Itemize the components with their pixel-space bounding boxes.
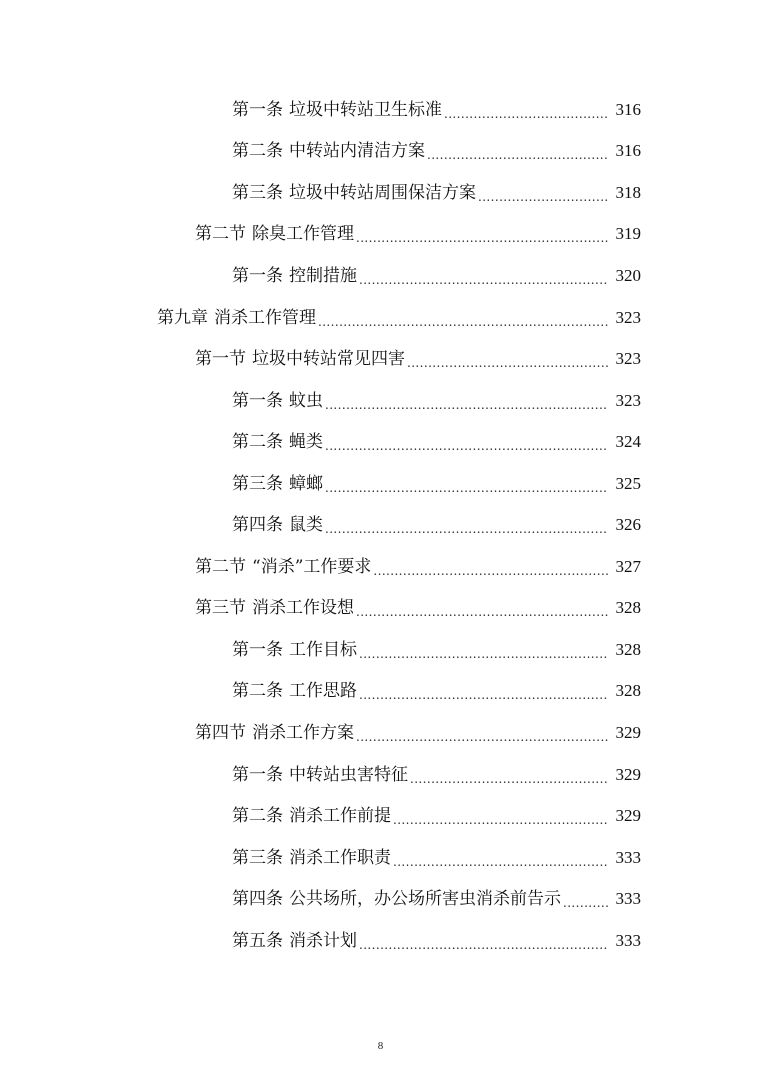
toc-entry-number: 第三节 [195, 598, 246, 619]
toc-entry-title: 公共场所，办公场所害虫消杀前告示 [289, 889, 561, 910]
toc-entry-number: 第二条 [232, 806, 283, 827]
toc-entry-title: 蝇类 [289, 432, 323, 453]
toc-entry[interactable] [0, 754, 761, 796]
dot-leader [359, 648, 608, 660]
toc-entry-title: 消杀工作职责 [289, 847, 391, 868]
toc-entry-page: 328 [615, 639, 641, 659]
toc-entry-page: 320 [615, 265, 641, 285]
toc-entry[interactable] [0, 671, 761, 713]
dot-leader [478, 191, 608, 203]
toc-entry-title: 消杀工作方案 [252, 722, 354, 743]
dot-leader [359, 939, 608, 951]
dot-leader [563, 897, 608, 909]
dot-leader [325, 523, 608, 535]
toc-entry-number: 第三条 [232, 473, 283, 494]
dot-leader [356, 606, 608, 618]
toc-entry-title: 蚊虫 [289, 390, 323, 411]
toc-entry-title: 中转站虫害特征 [289, 764, 408, 785]
toc-entry[interactable] [0, 837, 761, 879]
dot-leader [373, 565, 608, 577]
dot-leader [325, 482, 608, 494]
toc-entry[interactable] [0, 214, 761, 256]
toc-entry-number: 第一条 [232, 265, 283, 286]
table-of-contents [0, 89, 761, 961]
toc-entry-number: 第一节 [195, 349, 246, 370]
dot-leader [444, 108, 608, 120]
toc-entry-number: 第二条 [232, 141, 283, 162]
toc-entry-page: 323 [615, 349, 641, 369]
toc-entry-page: 318 [615, 182, 641, 202]
toc-entry-page: 329 [615, 722, 641, 742]
toc-entry-title: 工作思路 [289, 681, 357, 702]
toc-entry-page: 333 [615, 930, 641, 950]
toc-entry[interactable] [0, 380, 761, 422]
dot-leader [410, 773, 608, 785]
toc-entry[interactable] [0, 89, 761, 131]
toc-entry[interactable] [0, 463, 761, 505]
dot-leader [407, 357, 608, 369]
toc-entry[interactable] [0, 795, 761, 837]
toc-entry-page: 316 [615, 99, 641, 119]
toc-entry-title: 鼠类 [289, 515, 323, 536]
toc-entry-page: 327 [615, 556, 641, 576]
toc-entry-number: 第二条 [232, 432, 283, 453]
toc-entry-page: 326 [615, 515, 641, 535]
toc-entry-title: 工作目标 [289, 639, 357, 660]
dot-leader [356, 731, 608, 743]
page-number: 8 [377, 1040, 384, 1052]
dot-leader [356, 232, 608, 244]
toc-entry-number: 第一条 [232, 639, 283, 660]
toc-entry-title: 消杀计划 [289, 930, 357, 951]
toc-entry-number: 第一条 [232, 99, 283, 120]
dot-leader [359, 274, 608, 286]
toc-entry-number: 第四条 [232, 515, 283, 536]
toc-entry-title: 蟑螂 [289, 473, 323, 494]
toc-entry-page: 329 [615, 806, 641, 826]
toc-entry[interactable] [0, 297, 761, 339]
toc-entry[interactable] [0, 131, 761, 173]
toc-entry-title: 中转站内清洁方案 [289, 141, 425, 162]
toc-entry-title: 垃圾中转站常见四害 [252, 349, 405, 370]
toc-entry-number: 第一条 [232, 390, 283, 411]
dot-leader [393, 856, 608, 868]
toc-entry-page: 333 [615, 847, 641, 867]
toc-entry-title: 消杀工作设想 [252, 598, 354, 619]
toc-entry-title: 垃圾中转站卫生标准 [289, 99, 442, 120]
toc-entry-number: 第一条 [232, 764, 283, 785]
toc-entry-title: 垃圾中转站周围保洁方案 [289, 182, 476, 203]
toc-entry-number: 第二条 [232, 681, 283, 702]
toc-entry-number: 第九章 [157, 307, 208, 328]
toc-entry-page: 333 [615, 889, 641, 909]
toc-entry-page: 328 [615, 598, 641, 618]
toc-entry[interactable] [0, 878, 761, 920]
toc-entry-number: 第四条 [232, 889, 283, 910]
dot-leader [427, 149, 608, 161]
toc-entry-title: 消杀工作前提 [289, 806, 391, 827]
toc-entry-number: 第五条 [232, 930, 283, 951]
toc-entry-page: 325 [615, 473, 641, 493]
dot-leader [325, 440, 608, 452]
toc-entry[interactable] [0, 546, 761, 588]
dot-leader [393, 814, 608, 826]
toc-entry-page: 319 [615, 224, 641, 244]
toc-entry-page: 316 [615, 141, 641, 161]
toc-entry[interactable] [0, 712, 761, 754]
toc-entry-number: 第四节 [195, 722, 246, 743]
toc-entry-page: 329 [615, 764, 641, 784]
toc-entry-page: 328 [615, 681, 641, 701]
toc-entry-page: 323 [615, 307, 641, 327]
toc-entry[interactable] [0, 338, 761, 380]
toc-entry-title: 消杀工作管理 [214, 307, 316, 328]
toc-entry[interactable] [0, 504, 761, 546]
dot-leader [325, 399, 608, 411]
toc-entry[interactable] [0, 421, 761, 463]
toc-entry[interactable] [0, 920, 761, 962]
dot-leader [318, 316, 608, 328]
toc-entry-number: 第二节 [195, 556, 246, 577]
toc-entry[interactable] [0, 588, 761, 630]
toc-entry-number: 第三条 [232, 182, 283, 203]
toc-entry-number: 第三条 [232, 847, 283, 868]
toc-entry-title: 除臭工作管理 [252, 224, 354, 245]
dot-leader [359, 689, 608, 701]
toc-entry[interactable] [0, 629, 761, 671]
toc-entry[interactable] [0, 172, 761, 214]
toc-entry-number: 第二节 [195, 224, 246, 245]
toc-entry-title: “消杀”工作要求 [252, 556, 372, 577]
toc-entry-title: 控制措施 [289, 265, 357, 286]
toc-entry-page: 323 [615, 390, 641, 410]
toc-entry-page: 324 [615, 432, 641, 452]
toc-entry[interactable] [0, 255, 761, 297]
